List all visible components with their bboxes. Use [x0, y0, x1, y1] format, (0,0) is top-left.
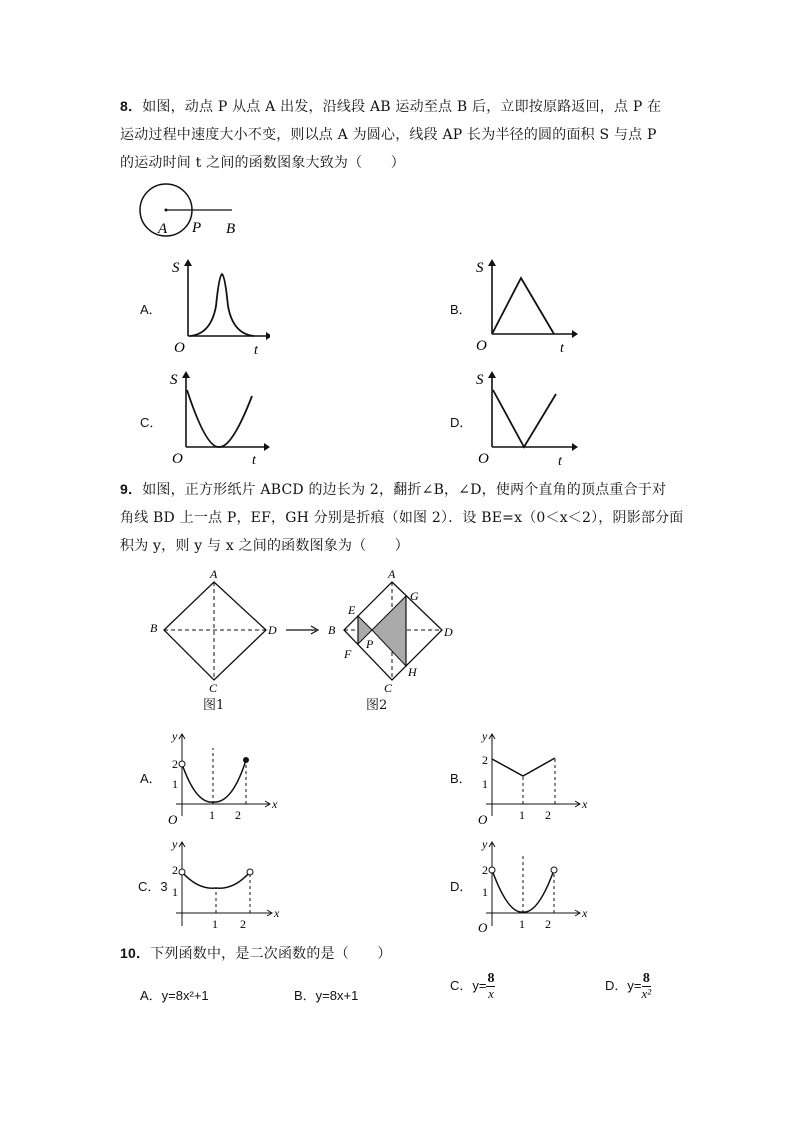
- q9-a-y2: 2: [172, 757, 178, 771]
- q9-curve-b: [492, 758, 555, 776]
- q9-a-x1: 1: [209, 808, 215, 822]
- q8-a-o: O: [174, 340, 185, 356]
- q8-label-b: B: [226, 221, 236, 237]
- q8-b-s: S: [476, 260, 484, 276]
- q9-curve-c: [182, 872, 250, 888]
- q8-b-t: t: [560, 341, 564, 356]
- q8-option-a-label: A．: [140, 302, 162, 317]
- q8-text-1: 如图，动点 P 从点 A 出发，沿线段 AB 运动至点 B 后，立即按原路返回，点 P 在: [142, 99, 662, 115]
- q9-figure-1: [148, 568, 278, 694]
- q9-b-x1: 1: [519, 808, 525, 822]
- q9-f2-c: C: [384, 681, 393, 694]
- q9-graph-a: [160, 728, 280, 828]
- q9-option-d-label: D．: [450, 879, 473, 894]
- q9-a-x: x: [272, 797, 278, 811]
- q8-line-1: [120, 96, 661, 117]
- q10-option-c: [450, 972, 495, 1001]
- q10-c-num: 8: [487, 971, 495, 986]
- q8-graph-d: [474, 368, 578, 470]
- q9-c-y2: 2: [172, 863, 178, 877]
- q9-d-y2: 2: [482, 863, 488, 877]
- q9-d-x: x: [582, 906, 588, 920]
- q8-line-2: 运动过程中速度大小不变，则以点 A 为圆心，线段 AP 长为半径的圆的面积 S 与点 P: [120, 127, 657, 143]
- q9-f2-e: E: [348, 603, 356, 617]
- q8-option-c-label: C．: [140, 415, 163, 430]
- q9-f2-p: P: [366, 637, 374, 651]
- q10-c-den: x: [488, 986, 494, 1001]
- q10-option-d-fraction: [641, 972, 651, 1001]
- q9-shade-right: [372, 596, 406, 666]
- q9-f1-d: D: [268, 623, 277, 637]
- q9-graph-d: [470, 836, 590, 936]
- q9-curve-a: [182, 760, 246, 802]
- q9-c-y1: 1: [172, 885, 178, 899]
- q9-b-x2: 2: [545, 808, 551, 822]
- q10-option-c-label: C．y=: [450, 977, 487, 993]
- q8-line-3: 的运动时间 t 之间的函数图象大致为（ ）: [120, 155, 405, 171]
- q9-f1-c: C: [209, 681, 218, 694]
- q9-fig1-caption: 图1: [203, 698, 225, 713]
- q9-option-a-label: A．: [140, 771, 162, 786]
- q9-f2-f: F: [344, 647, 352, 661]
- q10-option-b: B．y=8x+1: [294, 988, 359, 1003]
- q9-line-1: [120, 479, 666, 500]
- q9-graph-b: [470, 728, 590, 828]
- q8-graph-a: [166, 256, 270, 358]
- q9-c-y: y: [172, 837, 178, 851]
- q8-curve-a: [190, 274, 254, 336]
- q9-c-x2: 2: [240, 917, 246, 931]
- q10-option-c-fraction: [486, 972, 495, 1001]
- q8-a-s: S: [172, 260, 180, 276]
- q10-text: 下列函数中，是二次函数的是（ ）: [150, 946, 392, 962]
- q9-a-y: y: [172, 729, 178, 743]
- q9-f2-d: D: [444, 625, 453, 639]
- q9-f2-b: B: [328, 623, 336, 637]
- q9-fig2-caption: 图2: [366, 698, 388, 713]
- q9-d-y: y: [482, 837, 488, 851]
- q9-square-1: [164, 582, 266, 680]
- q9-f1-b: B: [150, 621, 158, 635]
- q9-c-x: x: [274, 906, 280, 920]
- q9-f2-a: A: [388, 568, 396, 581]
- q9-arrow-icon: [284, 622, 324, 638]
- q8-d-s: S: [476, 372, 484, 388]
- q9-b-x: x: [582, 797, 588, 811]
- q8-number: 8．: [120, 98, 143, 114]
- q10-d-num: 8: [642, 971, 650, 986]
- q9-option-c-label: C．3: [138, 879, 168, 894]
- q9-c-x1: 1: [212, 917, 218, 931]
- q8-option-b-label: B．: [450, 302, 472, 317]
- q9-b-o: O: [478, 812, 488, 827]
- q9-a-y1: 1: [172, 777, 178, 791]
- q9-line-3: 积为 y，则 y 与 x 之间的函数图象为（ ）: [120, 538, 409, 554]
- q9-d-x1: 1: [519, 917, 525, 931]
- q9-option-b-label: B．: [450, 771, 472, 786]
- q8-label-a: A: [158, 221, 168, 237]
- q10-line-1: [120, 943, 392, 964]
- q9-line-2: 角线 BD 上一点 P，EF，GH 分别是折痕（如图 2）．设 BE=x（0＜x＜2），阴影部分面: [120, 510, 684, 526]
- q8-c-t: t: [252, 453, 256, 468]
- q8-d-t: t: [558, 454, 562, 469]
- q8-curve-c: [187, 390, 252, 447]
- q8-curve-b: [492, 278, 554, 334]
- q10-option-d-label: D．y=: [605, 977, 642, 993]
- q9-b-y: y: [482, 729, 488, 743]
- q8-b-o: O: [476, 338, 487, 354]
- q9-d-x2: 2: [545, 917, 551, 931]
- q10-option-a: A．y=8x²+1: [140, 988, 209, 1003]
- q9-number: 9．: [120, 481, 143, 497]
- q9-a-o: O: [168, 812, 178, 827]
- q9-b-y1: 1: [482, 777, 488, 791]
- q9-a-x2: 2: [235, 808, 241, 822]
- q10-number: 10．: [120, 945, 151, 961]
- q9-figure-2: [322, 568, 462, 694]
- q8-graph-c: [166, 368, 270, 470]
- q9-d-o: O: [478, 920, 488, 935]
- q8-label-p: P: [192, 220, 202, 236]
- q9-f2-g: G: [410, 589, 419, 603]
- q9-f2-h: H: [408, 665, 417, 679]
- q8-option-d-label: D．: [450, 415, 473, 430]
- q9-graph-c: [164, 836, 284, 936]
- q8-c-s: S: [170, 372, 178, 388]
- q8-d-o: O: [478, 451, 489, 467]
- q9-text-1: 如图，正方形纸片 ABCD 的边长为 2，翻折∠B，∠D，使两个直角的顶点重合于对: [142, 482, 667, 498]
- q8-a-t: t: [254, 343, 258, 358]
- q9-f1-a: A: [210, 568, 218, 581]
- q10-option-d: [605, 972, 651, 1001]
- q8-c-o: O: [172, 451, 183, 467]
- q8-graph-b: [474, 256, 578, 358]
- q8-curve-d: [493, 390, 556, 447]
- q8-circle-diagram: [136, 180, 246, 242]
- q9-b-y2: 2: [482, 753, 488, 767]
- q9-d-y1: 1: [482, 885, 488, 899]
- q10-d-den: x²: [641, 986, 652, 1001]
